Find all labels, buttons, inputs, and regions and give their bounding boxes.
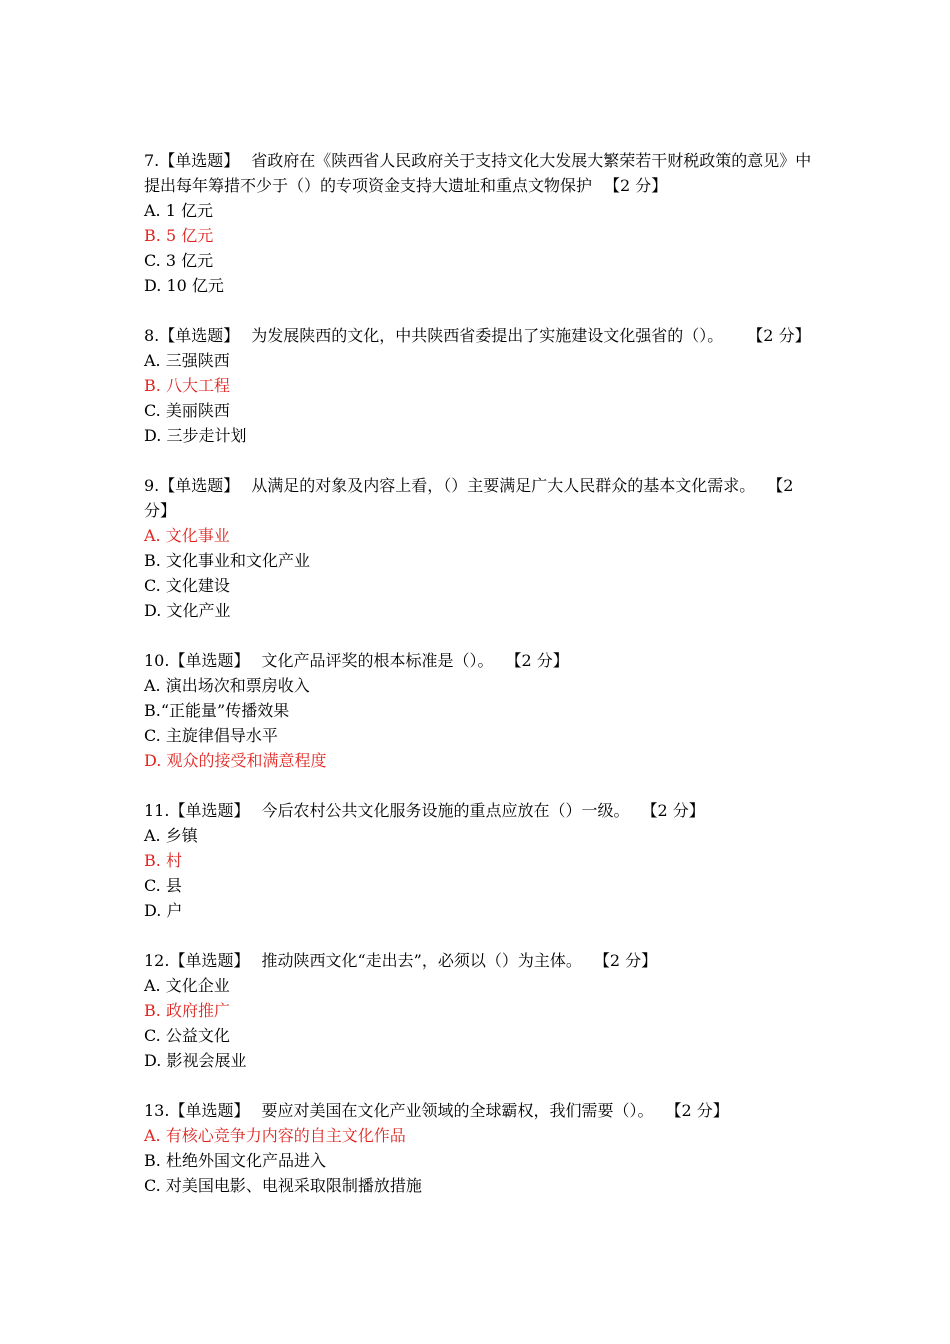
option-a: A. 三强陕西 — [144, 351, 230, 370]
question-score: 【2 分】 — [144, 476, 794, 520]
option-a: A. 演出场次和票房收入 — [144, 676, 310, 695]
option-b-correct: B. 八大工程 — [144, 376, 230, 395]
option-d: D. 文化产业 — [144, 601, 231, 620]
option-d: D. 户 — [144, 901, 183, 920]
question-stem — [144, 1098, 812, 1123]
question-stem — [144, 323, 812, 348]
option-d: D. 10 亿元 — [144, 276, 224, 295]
option-b: B. 杜绝外国文化产品进入 — [144, 1151, 326, 1170]
document-page — [144, 148, 812, 1223]
option-b-correct: B. 村 — [144, 851, 182, 870]
question-9 — [144, 473, 812, 623]
question-number: 9. — [144, 476, 160, 495]
option-d-correct: D. 观众的接受和满意程度 — [144, 751, 327, 770]
question-text: 要应对美国在文化产业领域的全球霸权，我们需要（）。 — [261, 1101, 654, 1120]
option-b: B.“正能量”传播效果 — [144, 701, 290, 720]
question-7 — [144, 148, 812, 298]
question-score: 【2 分】 — [505, 651, 569, 670]
question-score: 【2 分】 — [593, 951, 658, 970]
option-d: D. 影视会展业 — [144, 1051, 247, 1070]
question-stem — [144, 798, 812, 823]
question-number: 11. — [144, 801, 170, 820]
option-a: A. 1 亿元 — [144, 201, 214, 220]
option-c: C. 县 — [144, 876, 182, 895]
question-type: 【单选题】 — [159, 326, 240, 345]
question-10 — [144, 648, 812, 773]
option-a-correct: A. 文化事业 — [144, 526, 230, 545]
question-11 — [144, 798, 812, 923]
question-type: 【单选题】 — [159, 151, 240, 170]
question-type: 【单选题】 — [169, 951, 250, 970]
question-text: 为发展陕西的文化，中共陕西省委提出了实施建设文化强省的（）。 — [251, 326, 724, 345]
question-8 — [144, 323, 812, 448]
question-type: 【单选题】 — [169, 801, 250, 820]
question-number: 12. — [144, 951, 170, 970]
question-13 — [144, 1098, 812, 1198]
question-number: 8. — [144, 326, 160, 345]
question-stem — [144, 648, 812, 673]
question-stem — [144, 148, 812, 198]
option-c: C. 文化建设 — [144, 576, 230, 595]
question-stem — [144, 948, 812, 973]
question-score: 【2 分】 — [604, 176, 668, 195]
question-number: 13. — [144, 1101, 170, 1120]
question-number: 10. — [144, 651, 170, 670]
option-a: A. 乡镇 — [144, 826, 198, 845]
option-b: B. 文化事业和文化产业 — [144, 551, 310, 570]
option-d: D. 三步走计划 — [144, 426, 247, 445]
option-a: A. 文化企业 — [144, 976, 230, 995]
question-type: 【单选题】 — [169, 1101, 250, 1120]
option-c: C. 对美国电影、电视采取限制播放措施 — [144, 1176, 422, 1195]
question-text: 今后农村公共文化服务设施的重点应放在（）一级。 — [261, 801, 630, 820]
question-number: 7. — [144, 151, 160, 170]
question-score: 【2 分】 — [665, 1101, 729, 1120]
question-text: 推动陕西文化“走出去”，必须以（）为主体。 — [261, 951, 582, 970]
option-c: C. 主旋律倡导水平 — [144, 726, 278, 745]
option-c: C. 公益文化 — [144, 1026, 230, 1045]
question-text: 从满足的对象及内容上看，（）主要满足广大人民群众的基本文化需求。 — [251, 476, 756, 495]
question-type: 【单选题】 — [159, 476, 240, 495]
question-score: 【2 分】 — [641, 801, 705, 820]
question-12 — [144, 948, 812, 1073]
option-b-correct: B. 政府推广 — [144, 1001, 230, 1020]
option-c: C. 3 亿元 — [144, 251, 214, 270]
question-text: 文化产品评奖的根本标准是（）。 — [261, 651, 494, 670]
option-c: C. 美丽陕西 — [144, 401, 230, 420]
question-text: 省政府在《陕西省人民政府关于支持文化大发展大繁荣若干财税政策的意见》中提出每年筹措不少于（）的专项资金支持大遗址和重点文物保护 — [144, 151, 812, 195]
option-a-correct: A. 有核心竞争力内容的自主文化作品 — [144, 1126, 406, 1145]
question-type: 【单选题】 — [169, 651, 250, 670]
question-stem — [144, 473, 812, 523]
question-score: 【2 分】 — [747, 326, 811, 345]
option-b-correct: B. 5 亿元 — [144, 226, 214, 245]
